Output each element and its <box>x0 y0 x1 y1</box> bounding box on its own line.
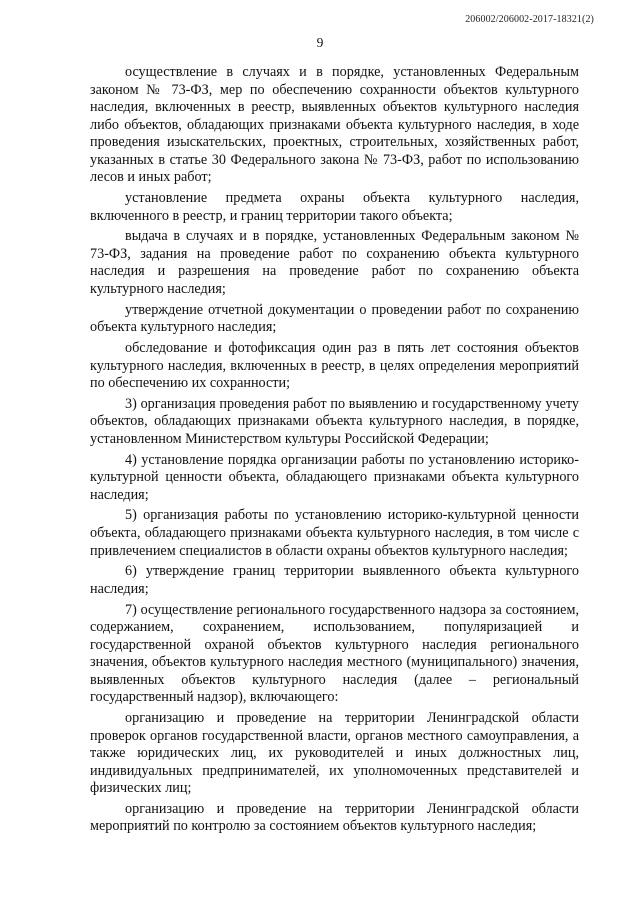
paragraph: 7) осуществление регионального государственного надзора за состоянием, содержанием, сохранением, использованием, популяризацией и государственной охраной объектов культурного наследия регионального значения, объектов культурного наследия местного (муниципального) значения, выявленных объектов культурного наследия (далее – региональный государственный надзор), включающего: <box>90 601 579 706</box>
document-body <box>90 64 579 839</box>
document-id: 206002/206002-2017-18321(2) <box>465 14 594 25</box>
paragraph: 5) организация работы по установлению историко-культурной ценности объекта, обладающего признаками объекта культурного наследия, в том числе с привлечением специалистов в области охраны объектов культурного наследия; <box>90 507 579 559</box>
paragraph: выдача в случаях и в порядке, установленных Федеральным законом № 73-ФЗ, задания на проведение работ по сохранению объекта культурного наследия и разрешения на проведение работ по сохранению объекта культурного наследия; <box>90 228 579 297</box>
paragraph: 4) установление порядка организации работы по установлению историко-культурной ценности объекта, обладающего признаками объекта культурного наследия; <box>90 451 579 503</box>
paragraph: обследование и фотофиксация один раз в пять лет состояния объектов культурного наследия, включенных в реестр, в целях определения мероприятий по обеспечению их сохранности; <box>90 339 579 392</box>
paragraph: утверждение отчетной документации о проведении работ по сохранению объекта культурного наследия; <box>90 301 579 336</box>
paragraph: 3) организация проведения работ по выявлению и государственному учету объектов, обладающих признаками объекта культурного наследия, в порядке, установленном Министерством культуры Российской Федерации; <box>90 395 579 447</box>
paragraph: организацию и проведение на территории Ленинградской области мероприятий по контролю за состоянием объектов культурного наследия; <box>90 800 579 835</box>
paragraph: 6) утверждение границ территории выявленного объекта культурного наследия; <box>90 563 579 597</box>
paragraph: установление предмета охраны объекта культурного наследия, включенного в реестр, и границ территории такого объекта; <box>90 190 579 224</box>
page-number: 9 <box>316 35 324 50</box>
paragraph: организацию и проведение на территории Ленинградской области проверок органов государственной власти, органов местного самоуправления, а также юридических лиц, их руководителей и иных должностных лиц, индивидуальных предпринимателей, их уполномоченных представителей и физических лиц; <box>90 710 579 797</box>
paragraph: осуществление в случаях и в порядке, установленных Федеральным законом № 73-ФЗ, мер по обеспечению сохранности объектов культурного наследия, включенных в реестр, выявленных объектов культурного наследия либо объектов, обладающих признаками объекта культурного наследия, в ходе проведения изыскательских, проектных, строительных, хозяйственных работ, указанных в статье 30 Федерального закона № 73-ФЗ, работ по использованию лесов и иных работ; <box>90 64 579 186</box>
